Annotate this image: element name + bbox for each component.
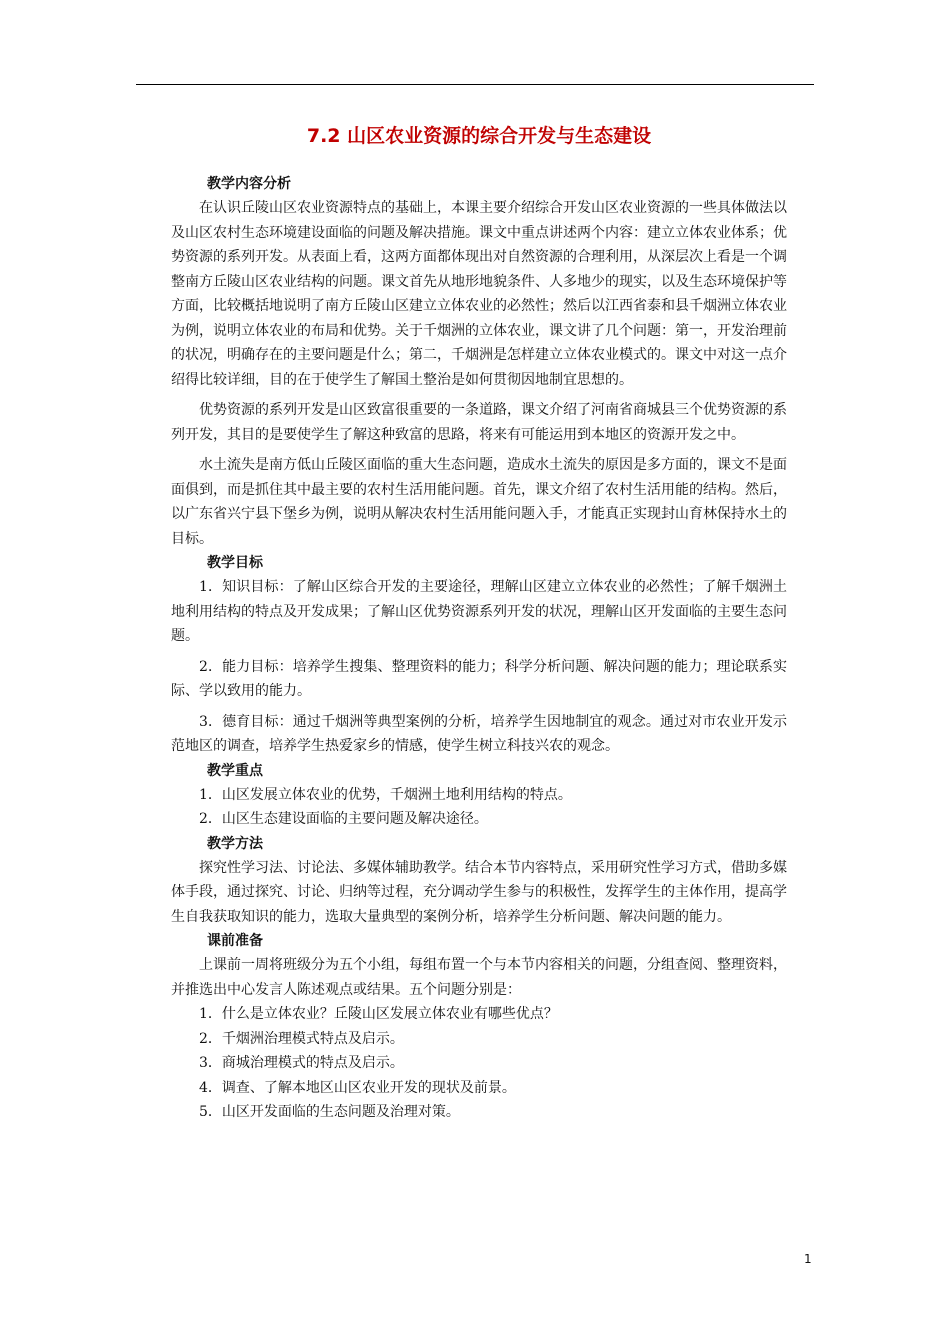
section-heading: 教学目标 bbox=[207, 555, 263, 571]
list-item: 5．山区开发面临的生态问题及治理对策。 bbox=[199, 1104, 460, 1120]
page-number: 1 bbox=[804, 1252, 812, 1266]
section-heading: 教学重点 bbox=[207, 762, 263, 779]
section-heading: 课前准备 bbox=[207, 933, 263, 949]
paragraph: 水土流失是南方低山丘陵区面临的重大生态问题，造成水土流失的原因是多方面的，课文不是面面俱到，而是抓住其中最主要的农村生活用能问题。首先，课文介绍了农村生活用能的结构。然后，以广东省兴宁县下堡乡为例，说明从解决农村生活用能问题入手，才能真正实现封山育林保持水土的目标。 bbox=[171, 457, 787, 547]
list-item: 1．什么是立体农业？丘陵山区发展立体农业有哪些优点？ bbox=[199, 1006, 558, 1022]
list-item: 2．山区生态建设面临的主要问题及解决途径。 bbox=[199, 811, 488, 827]
list-item: 3．商城治理模式的特点及启示。 bbox=[199, 1055, 404, 1071]
section-teaching-goals bbox=[171, 551, 787, 759]
section-preparation bbox=[171, 929, 787, 1125]
list-item: 4．调查、了解本地区山区农业开发的现状及前景。 bbox=[199, 1079, 516, 1096]
paragraph: 在认识丘陵山区农业资源特点的基础上，本课主要介绍综合开发山区农业资源的一些具体做法以及山区农村生态环境建设面临的问题及解决措施。课文中重点讲述两个内容：建立立体农业体系；优势资源的系列开发。从表面上看，这两方面都体现出对自然资源的合理利用，从深层次上看是一个调整南方丘陵山区农业结构的问题。课文首先从地形地貌条件、人多地少的现实，以及生态环境保护等方面，比较概括地说明了南方丘陵山区建立立体农业的必然性；然后以江西省泰和县千烟洲立体农业为例，说明立体农业的布局和优势。关于千烟洲的立体农业，课文讲了几个问题：第一，开发治理前的状况，明确存在的主要问题是什么；第二，千烟洲是怎样建立立体农业模式的。课文中对这一点介绍得比较详细，目的在于使学生了解国土整治是如何贯彻因地制宜思想的。 bbox=[171, 200, 787, 388]
paragraph: 探究性学习法、讨论法、多媒体辅助教学。结合本节内容特点，采用研究性学习方式，借助多媒体手段，通过探究、讨论、归纳等过程，充分调动学生参与的积极性，发挥学生的主体作用，提高学生自我获取知识的能力，选取大量典型的案例分析，培养学生分析问题、解决问题的能力。 bbox=[171, 859, 787, 925]
section-heading: 教学方法 bbox=[207, 835, 263, 852]
section-teaching-methods bbox=[171, 832, 787, 930]
paragraph: 优势资源的系列开发是山区致富很重要的一条道路，课文介绍了河南省商城县三个优势资源的系列开发，其目的是要使学生了解这种致富的思路，将来有可能运用到本地区的资源开发之中。 bbox=[171, 402, 787, 443]
paragraph: 1．知识目标：了解山区综合开发的主要途径，理解山区建立立体农业的必然性；了解千烟洲土地利用结构的特点及开发成果；了解山区优势资源系列开发的状况，理解山区开发面临的主要生态问题。 bbox=[171, 579, 787, 644]
section-content-analysis bbox=[171, 172, 787, 551]
section-key-points bbox=[171, 759, 787, 832]
list-item: 1．山区发展立体农业的优势，千烟洲土地利用结构的特点。 bbox=[199, 786, 572, 803]
document-body bbox=[171, 112, 787, 1125]
paragraph: 上课前一周将班级分为五个小组，每组布置一个与本节内容相关的问题，分组查阅、整理资料，并推选出中心发言人陈述观点或结果。五个问题分别是： bbox=[171, 957, 787, 998]
paragraph: 2．能力目标：培养学生搜集、整理资料的能力；科学分析问题、解决问题的能力；理论联系实际、学以致用的能力。 bbox=[171, 658, 787, 699]
page-title: 7.2 山区农业资源的综合开发与生态建设 bbox=[306, 125, 652, 147]
section-heading: 教学内容分析 bbox=[207, 176, 291, 192]
list-item: 2．千烟洲治理模式特点及启示。 bbox=[199, 1030, 404, 1047]
paragraph: 3．德育目标：通过千烟洲等典型案例的分析，培养学生因地制宜的观念。通过对市农业开发示范地区的调查，培养学生热爱家乡的情感，使学生树立科技兴农的观念。 bbox=[171, 713, 787, 754]
header-rule bbox=[136, 84, 814, 85]
